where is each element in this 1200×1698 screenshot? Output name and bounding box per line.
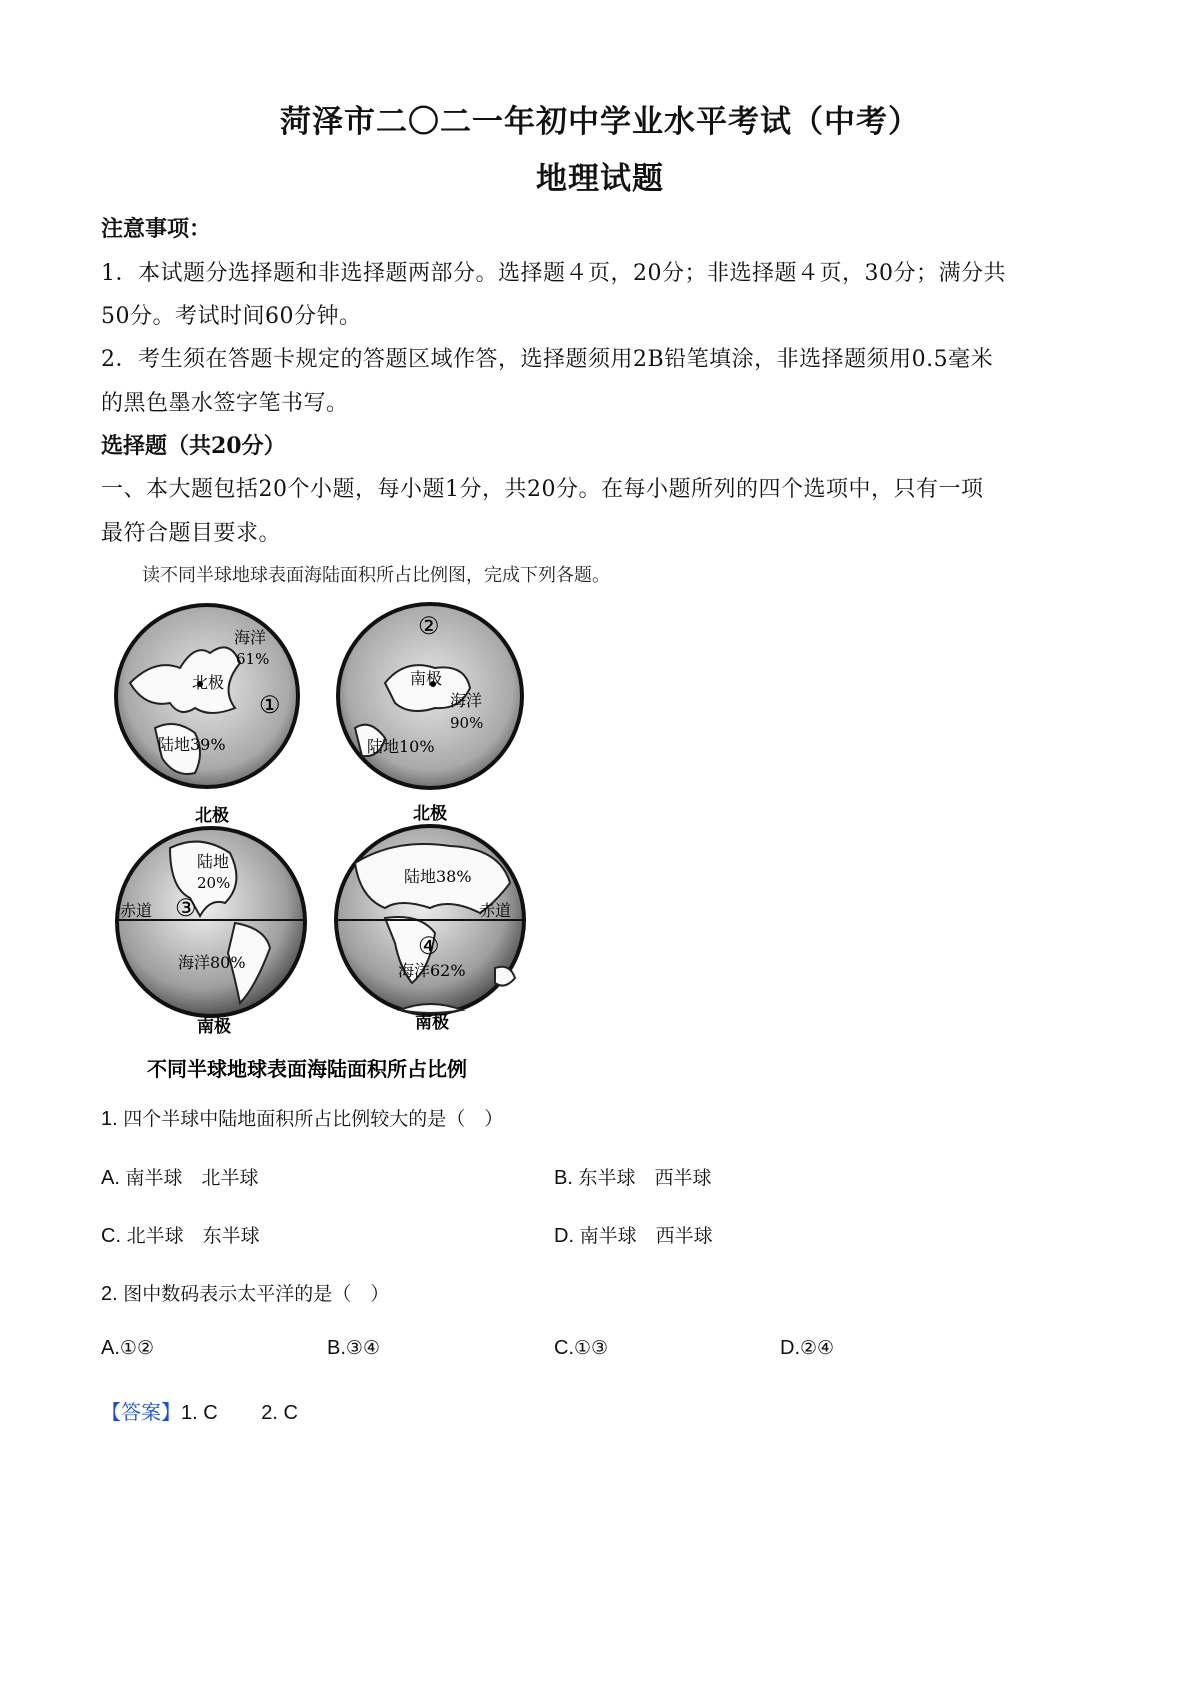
notice-item2-line2: 的黑色墨水签字笔书写。 [101,391,349,416]
q1-stem [101,1104,503,1131]
notice-item2-line1: 2．考生须在答题卡规定的答题区域作答，选择题须用2B铅笔填涂，非选择题须用0.5毫米 [101,347,994,372]
notice-item1-line1: 1．本试题分选择题和非选择题两部分。选择题４页，20分；非选择题４页，30分；满分共 [101,261,1006,286]
globe1-pole-label: 北极 [192,673,225,692]
q2-stem [101,1279,389,1306]
answer-tag: 【答案】 [101,1400,181,1424]
q2-option-b[interactable]: B.③④ [327,1337,380,1359]
q1-option-d[interactable]: D. 南半球 西半球 [554,1225,713,1247]
globe4-equator-label: 赤道 [479,901,512,920]
globe-western-hemisphere [117,805,305,1037]
globe4-bottom-label: 南极 [415,1013,449,1033]
globe4-ocean-label: 海洋62% [398,961,466,980]
section-instruction-line2: 最符合题目要求。 [101,521,282,546]
globe3-top-label: 北极 [195,806,229,826]
q1-option-a[interactable]: A. 南半球 北半球 [101,1167,259,1189]
notice-item1-line2: 50分。考试时间60分钟。 [101,304,362,329]
q1-option-b[interactable]: B. 东半球 西半球 [554,1167,712,1189]
section-instruction-line1: 一、本大题包括20个小题，每小题1分，共20分。在每小题所列的四个选项中，只有一项 [101,477,984,502]
globe1-number: ① [259,691,281,719]
q1-option-c[interactable]: C. 北半球 东半球 [101,1225,260,1247]
q1-number: 1. [101,1108,118,1130]
globe3-land-pct: 20% [197,874,231,892]
globes-figure [100,598,530,1088]
globe3-bottom-label: 南极 [197,1017,231,1037]
answer-1: 1. C [181,1402,218,1424]
globe2-land-label: 陆地10% [367,737,435,756]
globe-northern-hemisphere [116,605,298,787]
answer-line [101,1396,298,1425]
q1-text: 四个半球中陆地面积所占比例较大的是（ ） [123,1108,504,1130]
globe3-equator-label: 赤道 [120,901,153,920]
section-heading: 选择题（共20分） [101,433,286,459]
q2-option-d[interactable]: D.②④ [780,1337,835,1359]
globe3-number: ③ [175,894,197,922]
globe2-pole-label: 南极 [410,669,443,688]
globe1-ocean-pct: 61% [236,650,270,668]
globe3-ocean-label: 海洋80% [178,953,246,972]
page-title: 菏泽市二〇二一年初中学业水平考试（中考） [280,104,920,140]
globe2-ocean-label: 海洋 [450,691,483,710]
globe2-ocean-pct: 90% [450,714,484,732]
globe3-land-label: 陆地 [197,852,230,871]
q2-option-a[interactable]: A.①② [101,1337,154,1359]
globe-southern-hemisphere [338,604,522,788]
figure-caption: 不同半球地球表面海陆面积所占比例 [147,1057,467,1081]
q2-number: 2. [101,1283,118,1305]
globe4-top-label: 北极 [413,804,447,824]
answer-2: 2. C [261,1402,298,1424]
q2-text: 图中数码表示太平洋的是（ ） [123,1283,390,1305]
globe4-number: ④ [418,932,440,960]
globe1-ocean-label: 海洋 [234,628,267,647]
globe4-land-label: 陆地38% [404,867,472,886]
figure-intro: 读不同半球地球表面海陆面积所占比例图，完成下列各题。 [142,565,610,586]
globe1-land-label: 陆地39% [158,735,226,754]
globe-eastern-hemisphere [336,803,524,1033]
page-subtitle: 地理试题 [536,161,664,197]
q2-option-c[interactable]: C.①③ [554,1337,609,1359]
globe2-number: ② [418,612,440,640]
notice-heading: 注意事项： [101,216,212,242]
